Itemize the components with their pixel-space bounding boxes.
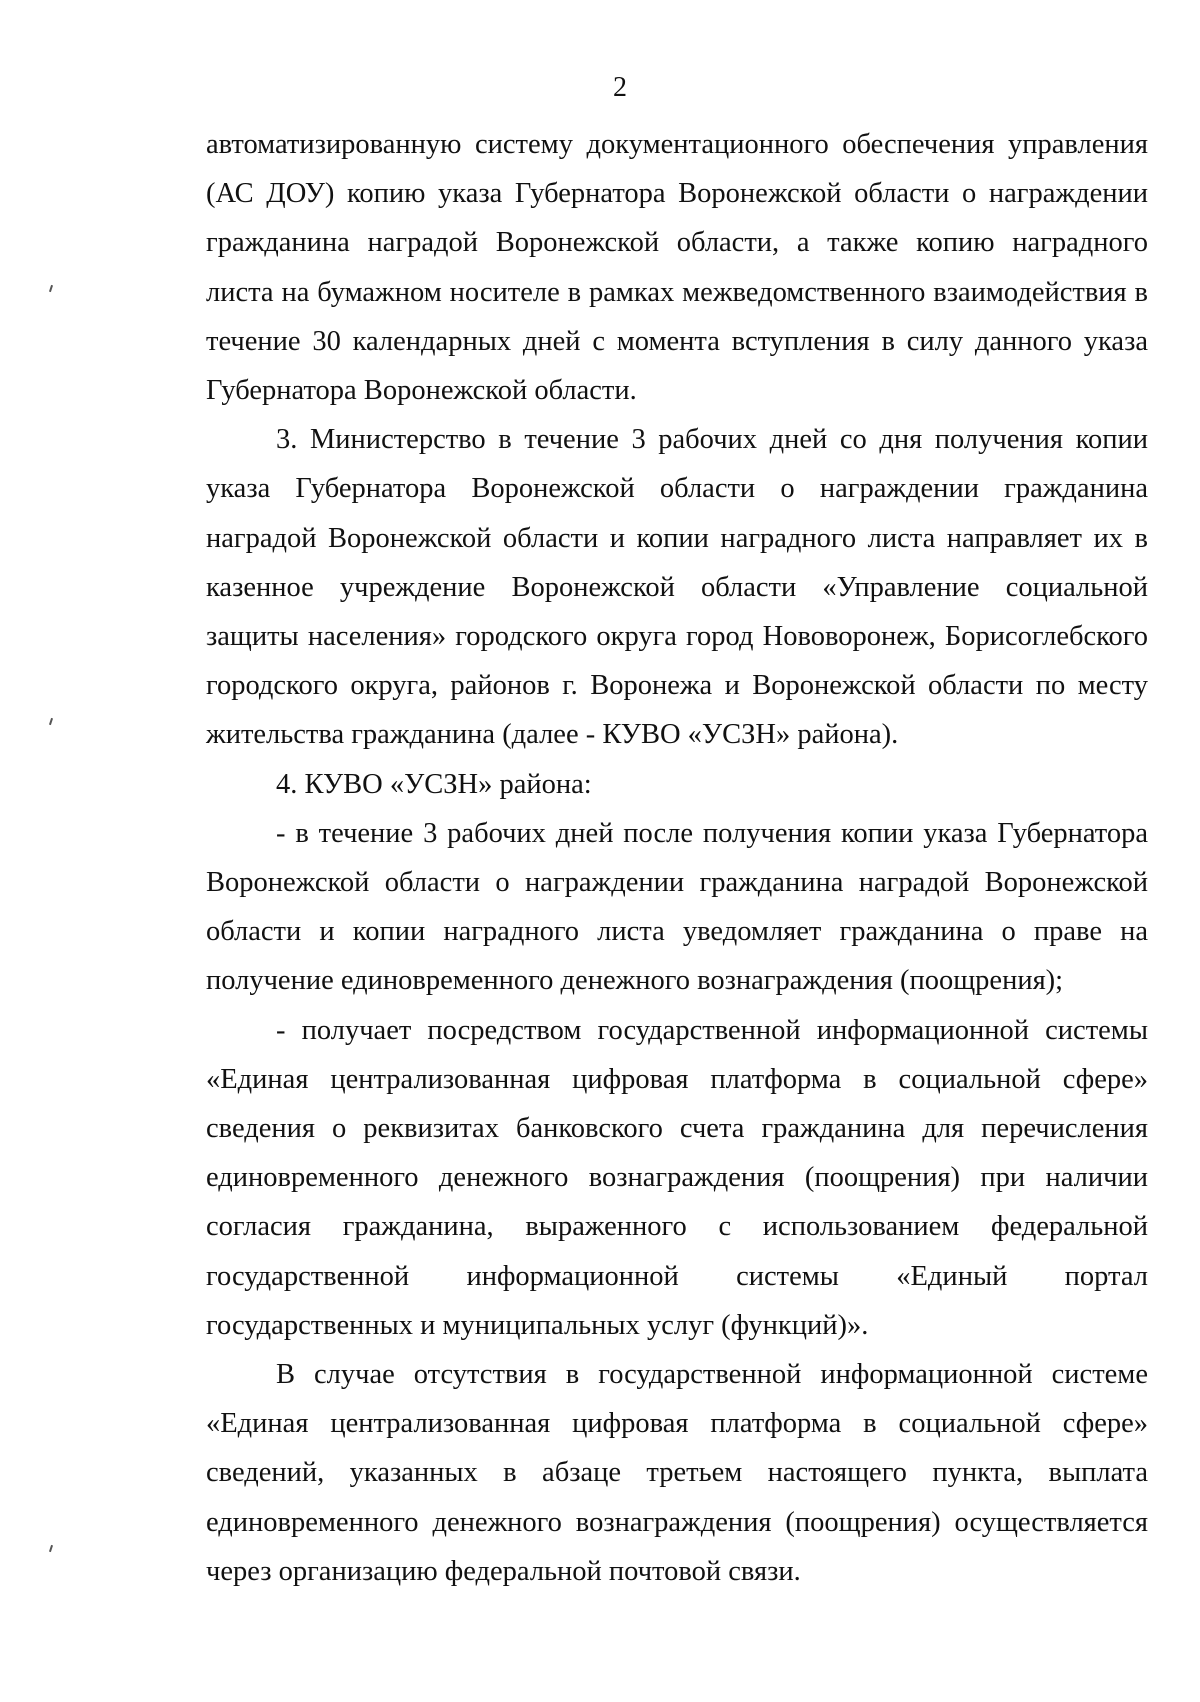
paragraph-item-4: 4. КУВО «УСЗН» района:	[276, 768, 592, 800]
paragraph-item-4-dash-1: - в течение 3 рабочих дней после получения копии указа Губернатора Воронежской области о награждении гражданина наградой Воронежской области и копии наградного листа уведомляет гражданина о праве на получение единовременного денежного вознаграждения (поощрения);	[206, 817, 1148, 997]
scan-mark	[49, 1545, 53, 1552]
document-body	[206, 120, 1148, 1596]
page-number: 2	[613, 72, 627, 103]
scan-mark	[49, 285, 53, 292]
paragraph-item-4-dash-2: - получает посредством государственной информационной системы «Единая централизованная цифровая платформа в социальной сфере» сведения о реквизитах банковского счета гражданина для перечисления единовременного денежного вознаграждения (поощрения) при наличии согласия гражданина, выраженного с использованием федеральной государственной информационной системы «Единый портал государственных и муниципальных услуг (функций)».	[206, 1014, 1148, 1341]
scan-mark	[49, 718, 53, 725]
paragraph-item-4-absence: В случае отсутствия в государственной информационной системе «Единая централизованная цифровая платформа в социальной сфере» сведений, указанных в абзаце третьем настоящего пункта, выплата единовременного денежного вознаграждения (поощрения) осуществляется через организацию федеральной почтовой связи.	[206, 1359, 1148, 1587]
paragraph-item-3: 3. Министерство в течение 3 рабочих дней со дня получения копии указа Губернатора Воронежской области о награждении гражданина наградой Воронежской области и копии наградного листа направляет их в казенное учреждение Воронежской области «Управление социальной защиты населения» городского округа город Нововоронеж, Борисоглебского городского округа, районов г. Воронежа и Воронежской области по месту жительства гражданина (далее - КУВО «УСЗН» района).	[206, 424, 1148, 751]
paragraph-continuation: автоматизированную систему документационного обеспечения управления (АС ДОУ) копию указа Губернатора Воронежской области о награждении гражданина наградой Воронежской области, а также копию наградного листа на бумажном носителе в рамках межведомственного взаимодействия в течение 30 календарных дней с момента вступления в силу данного указа Губернатора Воронежской области.	[206, 129, 1148, 407]
